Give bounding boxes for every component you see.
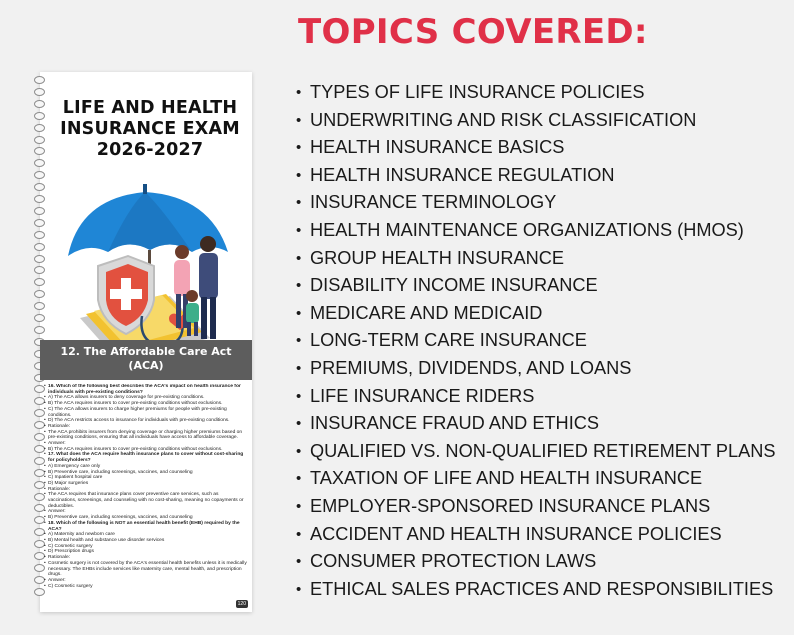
binding-ring (34, 159, 45, 167)
bullet-icon: • (296, 553, 302, 571)
book-title-line: 2026-2027 (96, 140, 204, 160)
bullet-icon: • (296, 304, 302, 322)
topic-item (296, 272, 776, 300)
topic-label: PREMIUMS, DIVIDENDS, AND LOANS (310, 357, 632, 378)
topic-label: GROUP HEALTH INSURANCE (310, 247, 564, 268)
bullet-icon: • (296, 194, 302, 212)
topic-label: DISABILITY INCOME INSURANCE (310, 275, 598, 296)
binding-ring (34, 112, 45, 120)
bullet-icon: • (296, 166, 302, 184)
answer-line: • B) The ACA requires insurers to cover pre-existing conditions without exclusions. (44, 447, 248, 453)
bullet-icon: • (296, 470, 302, 488)
binding-ring (34, 124, 45, 132)
topic-label: HEALTH MAINTENANCE ORGANIZATIONS (HMOS) (310, 219, 744, 240)
topic-item (296, 245, 776, 273)
answer-line: • A) Maternity and newborn care (44, 532, 248, 538)
answer-line: • Answer: (44, 578, 248, 584)
binding-ring (34, 219, 45, 227)
bullet-icon: • (296, 497, 302, 515)
topic-label: TYPES OF LIFE INSURANCE POLICIES (310, 82, 645, 102)
answer-line: • D) The ACA restricts access to insurance for individuals with pre-existing conditions. (44, 418, 248, 424)
binding-ring (34, 243, 45, 251)
answer-line: • The ACA prohibits insurers from denying coverage or charging higher premiums based on pre-existing conditions, ensuring that all individuals have access to affordable coverage. (44, 430, 248, 441)
question-text: • 16. Which of the following best describes the ACA's impact on health insurance for individuals with pre-existing conditions? (44, 384, 248, 395)
family-icon (174, 236, 218, 339)
topic-label: ACCIDENT AND HEALTH INSURANCE POLICIES (310, 523, 722, 544)
topic-item (296, 300, 776, 328)
book-title (48, 98, 252, 161)
bullet-icon: • (296, 277, 302, 295)
book-title-line: LIFE AND HEALTH (62, 98, 238, 118)
topic-label: HEALTH INSURANCE BASICS (310, 137, 565, 158)
topic-item (296, 162, 776, 190)
topic-item (296, 189, 776, 217)
answer-line: • B) Preventive care, including screenings, vaccines, and counseling (44, 470, 248, 476)
topic-item (296, 383, 776, 411)
topic-item (296, 548, 776, 576)
answer-line: • B) The ACA requires insurers to cover pre-existing conditions without exclusions. (44, 401, 248, 407)
binding-ring (34, 195, 45, 203)
question-list (44, 384, 248, 604)
binding-ring (34, 302, 45, 310)
binding-ring (34, 326, 45, 334)
topic-item (296, 134, 776, 162)
topic-label: EMPLOYER-SPONSORED INSURANCE PLANS (310, 495, 711, 516)
binding-ring (34, 136, 45, 144)
topic-label: INSURANCE TERMINOLOGY (310, 192, 557, 213)
answer-line: • D) Major surgeries (44, 481, 248, 487)
answer-line: • D) Prescription drugs (44, 549, 248, 555)
topic-item (296, 410, 776, 438)
binding-ring (34, 207, 45, 215)
binding-ring (34, 147, 45, 155)
binding-ring (34, 88, 45, 96)
topic-label: LIFE INSURANCE RIDERS (310, 385, 535, 406)
bullet-icon: • (296, 249, 302, 267)
bullet-icon: • (296, 442, 302, 460)
answer-line: • C) Cosmetic surgery (44, 584, 248, 590)
answer-line: • B) Mental health and substance use disorder services (44, 538, 248, 544)
chapter-subtitle: (ACA) (128, 359, 164, 372)
binding-ring (34, 183, 45, 191)
binding-ring (34, 231, 45, 239)
page-number: 120 (237, 601, 246, 607)
binding-ring (34, 76, 45, 84)
bullet-icon: • (296, 415, 302, 433)
bullet-icon: • (296, 580, 302, 598)
answer-line: • A) Emergency care only (44, 464, 248, 470)
bullet-icon: • (296, 387, 302, 405)
answer-line: • Rationale: (44, 487, 248, 493)
answer-line: • Rationale: (44, 555, 248, 561)
topic-item (296, 438, 776, 466)
binding-ring (34, 266, 45, 274)
topics-list (296, 79, 776, 603)
topic-label: INSURANCE FRAUD AND ETHICS (310, 413, 600, 434)
answer-line: • Cosmetic surgery is not covered by the ACA's essential health benefits unless it is medically necessary. The EHBs include services like maternity care, mental health, and prescription drugs. (44, 561, 248, 578)
question-text: • 18. Which of the following is NOT an essential health benefit (EHB) required by the ACA? (44, 521, 248, 532)
answer-line: • Rationale: (44, 424, 248, 430)
topic-item (296, 465, 776, 493)
bullet-icon: • (296, 221, 302, 239)
binding-ring (34, 314, 45, 322)
answer-line: • A) The ACA allows insurers to deny coverage for pre-existing conditions. (44, 395, 248, 401)
topics-heading: TOPICS COVERED: (298, 12, 648, 52)
binding-ring (34, 290, 45, 298)
binding-ring (34, 100, 45, 108)
topic-label: UNDERWRITING AND RISK CLASSIFICATION (310, 109, 697, 130)
answer-line: • C) Cosmetic surgery (44, 544, 248, 550)
answer-line: • The ACA requires that insurance plans cover preventive care services, such as vaccinations, screenings, and counseling with no cost-sharing, meaning no copayments or deductibles. (44, 492, 248, 509)
topic-item (296, 107, 776, 135)
bullet-icon: • (296, 139, 302, 157)
book-title-line: INSURANCE EXAM (60, 119, 240, 139)
bullet-icon: • (296, 359, 302, 377)
topic-label: LONG-TERM CARE INSURANCE (310, 330, 587, 351)
topic-item (296, 521, 776, 549)
topic-label: ETHICAL SALES PRACTICES AND RESPONSIBILITIES (310, 578, 774, 599)
topic-item (296, 355, 776, 383)
answer-line: • C) The ACA allows insurers to charge higher premiums for people with pre-existing conditions. (44, 407, 248, 418)
topic-label: MEDICARE AND MEDICAID (310, 302, 543, 323)
bullet-icon: • (296, 111, 302, 129)
topic-item (296, 217, 776, 245)
bullet-icon: • (296, 84, 302, 101)
topic-label: CONSUMER PROTECTION LAWS (310, 551, 597, 572)
binding-ring (34, 278, 45, 286)
answer-line: • B) Preventive care, including screenings, vaccines, and counseling (44, 515, 248, 521)
topic-item (296, 327, 776, 355)
topic-item (296, 576, 776, 604)
topic-item (296, 493, 776, 521)
answer-line: • C) Inpatient hospital care (44, 475, 248, 481)
chapter-header (40, 340, 252, 380)
workbook-mockup (40, 72, 252, 612)
topic-item (296, 79, 776, 107)
answer-line: • Answer: (44, 441, 248, 447)
topic-label: TAXATION OF LIFE AND HEALTH INSURANCE (310, 468, 703, 489)
topic-label: QUALIFIED VS. NON-QUALIFIED RETIREMENT PLANS (310, 440, 776, 461)
binding-ring (34, 255, 45, 263)
binding-ring (34, 171, 45, 179)
chapter-title: 12. The Affordable Care Act (60, 345, 232, 358)
bullet-icon: • (296, 525, 302, 543)
answer-line: • Answer: (44, 509, 248, 515)
topic-label: HEALTH INSURANCE REGULATION (310, 164, 615, 185)
question-text: • 17. What does the ACA require health insurance plans to cover without cost-sharing for policyholders? (44, 452, 248, 463)
bullet-icon: • (296, 332, 302, 350)
